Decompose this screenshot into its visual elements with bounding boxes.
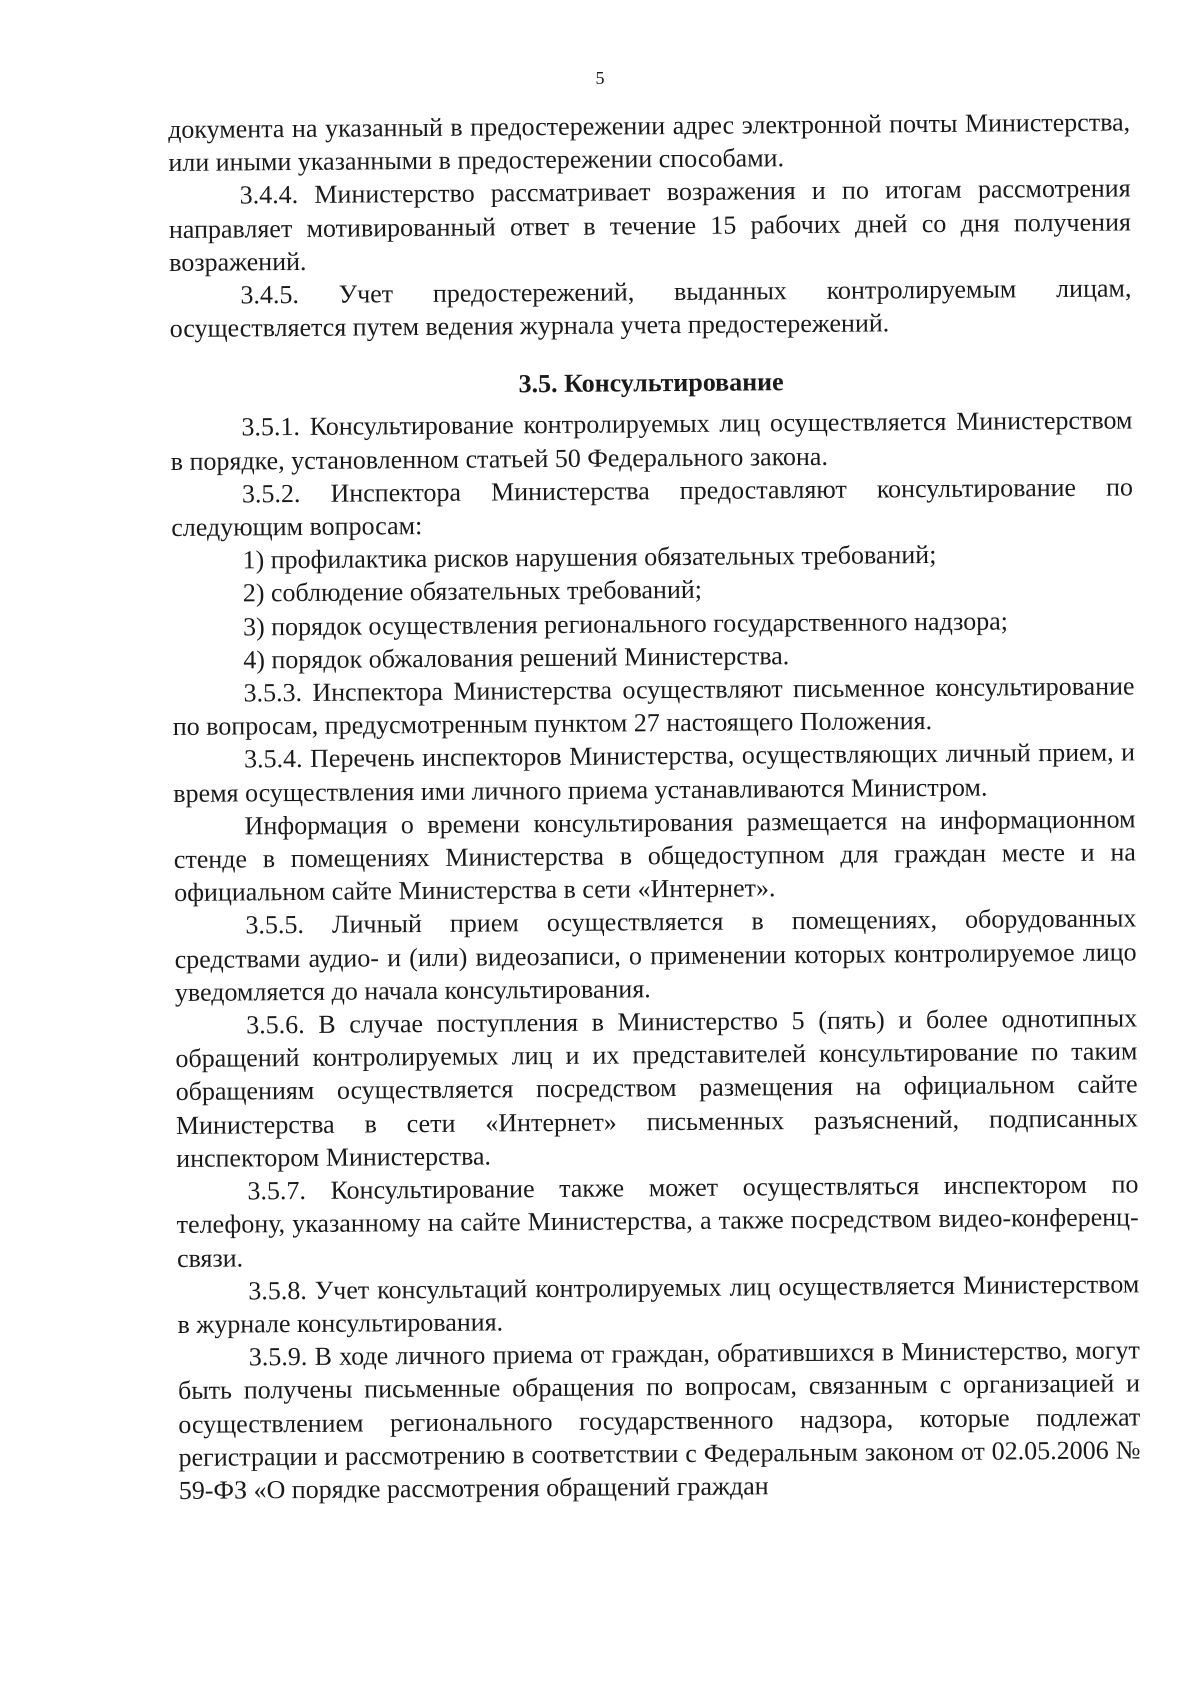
list-item: 3) порядок осуществления регионального государственного надзора; (242, 606, 1009, 642)
list-item: 2) соблюдение обязательных требований; (242, 575, 703, 608)
list-item: 4) порядок обжалования решений Министерства. (243, 640, 790, 675)
paragraph: документа на указанный в предостережении адрес электронной почты Министерства, или иными указанными в предостережении способами. (168, 107, 1131, 178)
paragraph: 3.5.4. Перечень инспекторов Министерства, осуществляющих личный прием, и время осуществления ими личного приема устанавливаются Министром. (173, 737, 1136, 808)
paragraph: 3.5.2. Инспектора Министерства предоставляют консультирование по следующим вопросам: (171, 472, 1134, 543)
page-number: 5 (595, 68, 605, 88)
paragraph: 3.5.6. В случае поступления в Министерство 5 (пять) и более однотипных обращений контролируемых лиц и их представителей консультирование по таким обращениям осуществляется посредством размещения на официальном сайте Министерства в сети «Интернет» письменных разъяснений, подписанных инспектором Министерства. (175, 1003, 1139, 1173)
paragraph: 3.4.5. Учет предостережений, выданных контролируемым лицам, осуществляется путем ведения журнала учета предостережений. (169, 273, 1132, 344)
paragraph: 3.4.4. Министерство рассматривает возражения и по итогам рассмотрения направляет мотивированный ответ в течение 15 рабочих дней со дня получения возражений. (168, 173, 1131, 277)
section-heading: 3.5. Консультирование (518, 367, 784, 399)
paragraph: 3.5.5. Личный прием осуществляется в помещениях, оборудованных средствами аудио- и (или) видеозаписи, о применении которых контролируемое лицо уведомляется до начала консультирования. (174, 903, 1137, 1007)
paragraph: Информация о времени консультирования размещается на информационном стенде в помещениях Министерства в общедоступном для граждан месте и на официальном сайте Министерства в сети «Интернет». (173, 804, 1136, 908)
paragraph: 3.5.8. Учет консультаций контролируемых лиц осуществляется Министерством в журнале консультирования. (177, 1269, 1140, 1339)
paragraph: 3.5.7. Консультирование также может осуществляться инспектором по телефону, указанному на сайте Министерства, а также посредством видео-конференц-связи. (176, 1169, 1139, 1273)
paragraph: 3.5.9. В ходе личного приема от граждан, обратившихся в Министерство, могут быть получены письменные обращения по вопросам, связанным с организацией и осуществлением регионального государственного надзора, которые подлежат регистрации и рассмотрению в соответствии с Федеральным законом от 02.05.2006 № 59-ФЗ «О порядке рассмотрения обращений граждан (177, 1335, 1141, 1505)
list-item: 1) профилактика рисков нарушения обязательных требований; (242, 540, 937, 575)
document-body (168, 105, 1141, 1507)
paragraph: 3.5.3. Инспектора Министерства осуществляют письменное консультирование по вопросам, предусмотренным пунктом 27 настоящего Положения. (172, 671, 1135, 742)
paragraph: 3.5.1. Консультирование контролируемых лиц осуществляется Министерством в порядке, установленном статьей 50 Федерального закона. (170, 405, 1133, 476)
